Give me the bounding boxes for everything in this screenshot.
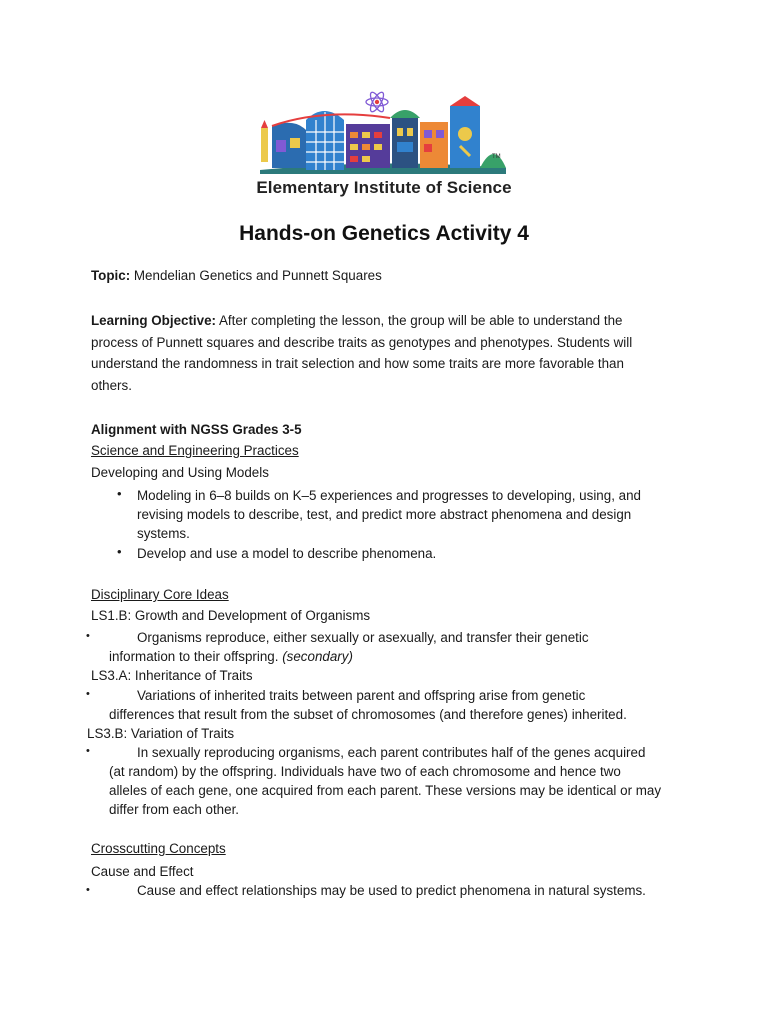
ls3a-title: LS3.A: Inheritance of Traits — [91, 668, 253, 683]
ls1b-secondary-note: (secondary) — [282, 649, 353, 664]
objective-line-4: others. — [91, 378, 132, 393]
topic-label: Topic: — [91, 268, 131, 283]
bullet-marker: • — [86, 884, 90, 896]
ls3b-line-1: In sexually reproducing organisms, each parent contributes half of the genes acquired — [137, 745, 646, 760]
objective-line-3: understand the randomness in trait selection and how some traits are more favorable than — [91, 356, 624, 371]
ls3a-line-2: differences that result from the subset of chromosomes (and therefore genes) inherited. — [109, 707, 627, 722]
page-title: Hands-on Genetics Activity 4 — [239, 222, 529, 245]
dci-heading: Disciplinary Core Ideas — [91, 587, 229, 602]
ls3b-line-2: (at random) by the offspring. Individuals have two of each chromosome and hence two — [109, 764, 621, 779]
ls1b-line-1: Organisms reproduce, either sexually or asexually, and transfer their genetic — [137, 630, 589, 645]
ls1b-line-2-text: information to their offspring. — [109, 649, 279, 664]
logo-trademark: TM — [492, 154, 501, 160]
ls1b-title: LS1.B: Growth and Development of Organisms — [91, 608, 371, 623]
objective-line-1 — [91, 311, 622, 331]
ccc-bullet: Cause and effect relationships may be used to predict phenomena in natural systems. — [137, 883, 646, 898]
topic-text: Mendelian Genetics and Punnett Squares — [133, 268, 382, 283]
ls3a-line-1: Variations of inherited traits between parent and offspring arise from genetic — [137, 688, 586, 703]
school-buildings-logo-icon — [254, 88, 514, 178]
ls3b-line-3: alleles of each gene, one acquired from each parent. These versions may be identical or may — [109, 783, 662, 798]
sep-bullet-1-line-1: Modeling in 6–8 builds on K–5 experiences and progresses to developing, using, and — [137, 488, 641, 503]
ngss-heading: Alignment with NGSS Grades 3-5 — [91, 422, 302, 437]
objective-line-2: process of Punnett squares and describe traits as genotypes and phenotypes. Students will — [91, 335, 633, 350]
ls1b-line-2 — [109, 647, 353, 667]
sep-heading: Science and Engineering Practices — [91, 443, 299, 458]
org-name: Elementary Institute of Science — [256, 178, 512, 197]
objective-label: Learning Objective: — [91, 313, 217, 328]
bullet-marker: • — [117, 486, 122, 501]
ls3b-title: LS3.B: Variation of Traits — [87, 726, 235, 741]
bullet-marker: • — [86, 630, 90, 642]
ccc-subheading: Cause and Effect — [91, 864, 194, 879]
bullet-marker: • — [86, 745, 90, 757]
objective-text-1: After completing the lesson, the group will be able to understand the — [219, 313, 623, 328]
bullet-marker: • — [86, 688, 90, 700]
sep-bullet-2: Develop and use a model to describe phenomena. — [137, 546, 437, 561]
sep-bullet-1-line-2: revising models to describe, test, and predict more abstract phenomena and design — [137, 507, 632, 522]
ls3b-line-4: differ from each other. — [109, 802, 240, 817]
topic-line — [91, 266, 382, 286]
bullet-marker: • — [117, 544, 122, 559]
sep-bullet-1-line-3: systems. — [137, 526, 190, 541]
sep-subheading: Developing and Using Models — [91, 465, 269, 480]
ccc-heading: Crosscutting Concepts — [91, 841, 226, 856]
